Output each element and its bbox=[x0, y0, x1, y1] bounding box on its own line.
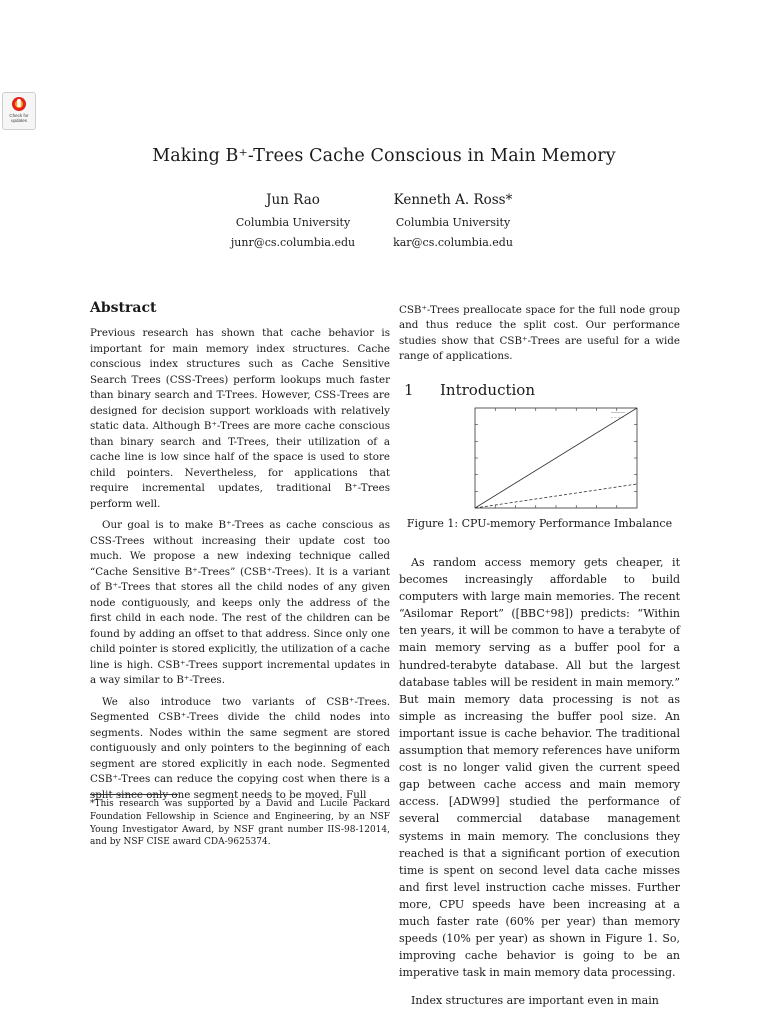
abstract-paragraph: Our goal is to make B⁺-Trees as cache conscious as CSS-Trees without increasing their update cost too much. We propose a new indexing technique called “Cache Sensitive B⁺-Trees” (CSB⁺-Trees). It is a variant of B⁺-Trees that stores all the child nodes of any given node contiguously, and keeps only the address of the first child in each node. The rest of the children can be found by adding an offset to that address. Since only one child pointer is stored explicitly, the utilization of a cache line is high. CSB⁺-Trees support incremental updates in a way similar to B⁺-Trees. bbox=[90, 519, 390, 686]
intro-paragraph: As random access memory gets cheaper, it becomes increasingly affordable to build computers with large main memories. The recent “Asilomar Report” ([BBC⁺98]) predicts: “Within ten years, it will be common to have a terabyte of main memory serving as a buffer pool for a hundred-terabyte database. All but the largest database tables will be resident in main memory.” But main memory data processing is not as simple as increasing the buffer pool size. An important issue is cache behavior. The traditional assumption that memory references have uniform cost is no longer valid given the current speed gap between cache access and main memory access. [ADW99] studied the performance of several commercial database management systems in main memory. The conclusions they reached is that a significant portion of execution time is spent on second level data cache misses and first level instruction cache misses. Further more, CPU speeds have been increasing at a much faster rate (60% per year) than memory speeds (10% per year) as shown in Figure 1. So, improving cache behavior is going to be an imperative task in main memory data processing. bbox=[399, 556, 680, 980]
abstract-paragraph: We also introduce two variants of CSB⁺-Trees. Segmented CSB⁺-Trees divide the child nodes into segments. Nodes within the same segment are stored contiguously and only pointers to the beginning of each segment are stored explicitly in each node. Segmented CSB⁺-Trees can reduce the copying cost when there is a split since only one segment needs to be moved. Full bbox=[90, 695, 390, 801]
footnote: *This research was supported by a David and Lucile Packard Foundation Fellowship in Science and Engineering, by an NSF Young Investigator Award, by NSF grant number IIS-98-12014, and by NSF CISE award CDA-9625374. bbox=[90, 799, 390, 848]
intro-paragraph: Index structures are important even in main bbox=[411, 994, 659, 1008]
series-line-memory bbox=[475, 484, 637, 508]
author-block-2 bbox=[372, 187, 534, 253]
author-block-1 bbox=[200, 187, 386, 253]
figure-caption: Figure 1: CPU-memory Performance Imbalance bbox=[406, 517, 673, 530]
figure-1-chart bbox=[474, 405, 640, 511]
author-affiliation: Columbia University bbox=[395, 216, 511, 229]
section-title: Introduction bbox=[440, 381, 535, 399]
check-for-updates-badge[interactable] bbox=[2, 92, 36, 130]
abstract-body bbox=[90, 326, 390, 803]
author-name: Jun Rao bbox=[266, 192, 320, 208]
author-name: Kenneth A. Ross* bbox=[393, 192, 513, 208]
badge-label: Check for updates bbox=[9, 113, 29, 123]
footnote-rule bbox=[90, 794, 178, 795]
abstract-continued: CSB⁺-Trees preallocate space for the full node group and thus reduce the split cost. Our performance studies show that CSB⁺-Trees are useful for a wide range of applications. bbox=[399, 304, 680, 362]
section-number: 1 bbox=[404, 381, 414, 399]
series-layer bbox=[475, 408, 637, 508]
author-email[interactable]: junr@cs.columbia.edu bbox=[230, 236, 356, 249]
section-heading-introduction bbox=[404, 381, 535, 399]
series-line-cpu bbox=[475, 408, 637, 508]
abstract-heading: Abstract bbox=[90, 300, 157, 316]
author-email[interactable]: kar@cs.columbia.edu bbox=[393, 236, 513, 249]
paper-title: Making B⁺-Trees Cache Conscious in Main Memory bbox=[152, 146, 616, 166]
author-affiliation: Columbia University bbox=[235, 216, 351, 229]
check-for-updates-icon bbox=[11, 96, 27, 112]
introduction-body bbox=[399, 543, 680, 1020]
abstract-paragraph: Previous research has shown that cache behavior is important for main memory index structures. Cache conscious index structures such as Cache Sensitive Search Trees (CSS-Trees) perform lookups much faster than binary search and T-Trees. However, CSS-Trees are designed for decision support workloads with relatively static data. Although B⁺-Trees are more cache conscious than binary search and T-Trees, their utilization of a cache line is low since half of the space is used to store child pointers. Nevertheless, for applications that require incremental updates, traditional B⁺-Trees perform well. bbox=[90, 327, 390, 510]
